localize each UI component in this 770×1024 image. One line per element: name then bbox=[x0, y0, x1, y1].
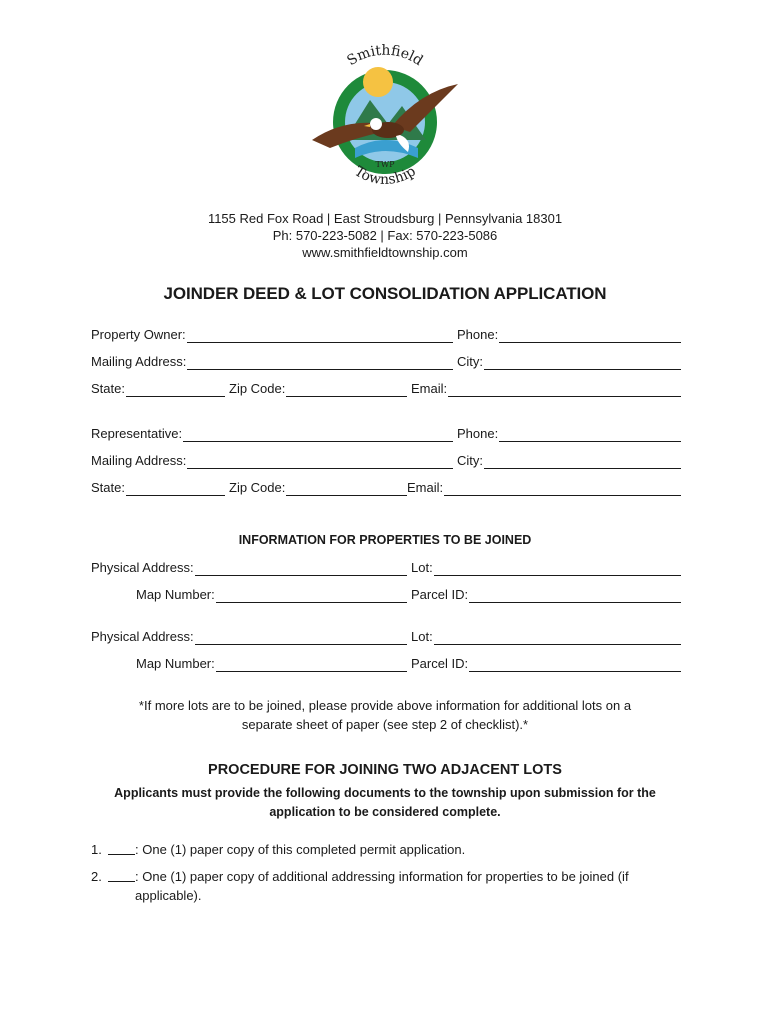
owner-city-line[interactable] bbox=[484, 356, 681, 370]
logo-badge-text: TWP bbox=[375, 160, 395, 169]
procedure-instructions bbox=[0, 784, 770, 822]
owner-mailing-address-label: Mailing Address: bbox=[91, 354, 187, 369]
rep-email-line[interactable] bbox=[444, 482, 681, 496]
rep-state-label: State: bbox=[91, 480, 125, 495]
owner-mailing-address-line[interactable] bbox=[187, 356, 453, 370]
property2-physical-address-line[interactable] bbox=[195, 631, 407, 645]
owner-zip-field[interactable] bbox=[229, 379, 407, 397]
step-2-text: : One (1) paper copy of additional addressing information for properties to be joined (if bbox=[135, 869, 629, 884]
property1-map-number-field[interactable] bbox=[136, 585, 407, 603]
owner-zip-line[interactable] bbox=[286, 383, 407, 397]
property1-lot-label: Lot: bbox=[411, 560, 433, 575]
owner-email-field[interactable] bbox=[411, 379, 681, 397]
property1-row-2 bbox=[91, 585, 681, 603]
owner-state-field[interactable] bbox=[91, 379, 225, 397]
rep-state-field[interactable] bbox=[91, 478, 225, 496]
step-1-checkbox-line[interactable] bbox=[108, 840, 135, 855]
property1-parcel-id-line[interactable] bbox=[469, 589, 681, 603]
owner-phone-field[interactable] bbox=[457, 325, 681, 343]
property2-parcel-id-line[interactable] bbox=[469, 658, 681, 672]
property2-lot-label: Lot: bbox=[411, 629, 433, 644]
property2-row-2 bbox=[91, 654, 681, 672]
property1-lot-field[interactable] bbox=[411, 558, 681, 576]
property2-row-1 bbox=[91, 627, 681, 645]
rep-city-field[interactable] bbox=[457, 451, 681, 469]
property1-physical-address-field[interactable] bbox=[91, 558, 407, 576]
note-line-2: separate sheet of paper (see step 2 of checklist).* bbox=[241, 717, 529, 732]
step-2-number: 2. bbox=[91, 869, 102, 884]
step-2-checkbox-line[interactable] bbox=[108, 867, 135, 882]
owner-email-label: Email: bbox=[411, 381, 448, 396]
rep-mailing-address-label: Mailing Address: bbox=[91, 453, 187, 468]
property2-map-number-line[interactable] bbox=[216, 658, 407, 672]
property2-parcel-id-label: Parcel ID: bbox=[411, 656, 469, 671]
owner-city-field[interactable] bbox=[457, 352, 681, 370]
rep-state-line[interactable] bbox=[126, 482, 225, 496]
logo-bottom-text: Township bbox=[351, 163, 419, 188]
procedure-sub-line-1: Applicants must provide the following documents to the township upon submission for the bbox=[114, 786, 656, 800]
rep-row-1 bbox=[91, 424, 681, 442]
owner-city-label: City: bbox=[457, 354, 483, 369]
property1-row-1 bbox=[91, 558, 681, 576]
owner-row-1 bbox=[91, 325, 681, 343]
rep-zip-label: Zip Code: bbox=[229, 480, 286, 495]
property1-lot-line[interactable] bbox=[434, 562, 681, 576]
owner-zip-label: Zip Code: bbox=[229, 381, 286, 396]
property1-map-number-line[interactable] bbox=[216, 589, 407, 603]
rep-email-field[interactable] bbox=[407, 478, 681, 496]
properties-section-title: INFORMATION FOR PROPERTIES TO BE JOINED bbox=[238, 533, 532, 547]
checklist-step-1 bbox=[91, 840, 691, 860]
property2-lot-line[interactable] bbox=[434, 631, 681, 645]
property1-physical-address-line[interactable] bbox=[195, 562, 407, 576]
checklist-step-2 bbox=[91, 867, 691, 907]
rep-city-label: City: bbox=[457, 453, 483, 468]
property-owner-label: Property Owner: bbox=[91, 327, 186, 342]
owner-state-label: State: bbox=[91, 381, 125, 396]
representative-line[interactable] bbox=[183, 428, 453, 442]
rep-phone-label: Phone: bbox=[457, 426, 499, 441]
rep-mailing-address-line[interactable] bbox=[187, 455, 453, 469]
rep-row-3 bbox=[91, 478, 681, 496]
step-2-text-continued: applicable). bbox=[135, 888, 202, 903]
address-line: 1155 Red Fox Road | East Stroudsburg | Pennsylvania 18301 bbox=[207, 211, 563, 226]
logo-top-text: Smithfield bbox=[344, 42, 426, 70]
property2-parcel-id-field[interactable] bbox=[411, 654, 681, 672]
page-title: JOINDER DEED & LOT CONSOLIDATION APPLICATION bbox=[163, 284, 607, 303]
township-logo bbox=[300, 40, 470, 200]
additional-lots-note bbox=[0, 696, 770, 734]
phone-fax-line: Ph: 570-223-5082 | Fax: 570-223-5086 bbox=[272, 228, 498, 243]
rep-mailing-address-field[interactable] bbox=[91, 451, 453, 469]
property1-parcel-id-field[interactable] bbox=[411, 585, 681, 603]
owner-row-2 bbox=[91, 352, 681, 370]
property1-parcel-id-label: Parcel ID: bbox=[411, 587, 469, 602]
website-link[interactable]: www.smithfieldtownship.com bbox=[302, 245, 468, 260]
procedure-title: PROCEDURE FOR JOINING TWO ADJACENT LOTS bbox=[208, 762, 562, 778]
rep-zip-line[interactable] bbox=[286, 482, 407, 496]
property2-map-number-field[interactable] bbox=[136, 654, 407, 672]
procedure-sub-line-2: application to be considered complete. bbox=[269, 805, 501, 819]
step-1-number: 1. bbox=[91, 842, 102, 857]
property2-physical-address-label: Physical Address: bbox=[91, 629, 194, 644]
property1-map-number-label: Map Number: bbox=[136, 587, 215, 602]
owner-phone-line[interactable] bbox=[499, 329, 681, 343]
rep-email-label: Email: bbox=[407, 480, 444, 495]
logo-sun bbox=[363, 67, 393, 97]
owner-row-3 bbox=[91, 379, 681, 397]
note-line-1: *If more lots are to be joined, please provide above information for additional lots on a bbox=[138, 698, 632, 713]
rep-phone-field[interactable] bbox=[457, 424, 681, 442]
property2-physical-address-field[interactable] bbox=[91, 627, 407, 645]
step-1-text: : One (1) paper copy of this completed permit application. bbox=[135, 842, 466, 857]
owner-mailing-address-field[interactable] bbox=[91, 352, 453, 370]
property-owner-line[interactable] bbox=[187, 329, 453, 343]
property2-map-number-label: Map Number: bbox=[136, 656, 215, 671]
representative-field[interactable] bbox=[91, 424, 453, 442]
rep-city-line[interactable] bbox=[484, 455, 681, 469]
property1-physical-address-label: Physical Address: bbox=[91, 560, 194, 575]
township-contact-block bbox=[0, 210, 770, 261]
rep-phone-line[interactable] bbox=[499, 428, 681, 442]
owner-phone-label: Phone: bbox=[457, 327, 499, 342]
property-owner-field[interactable] bbox=[91, 325, 453, 343]
rep-row-2 bbox=[91, 451, 681, 469]
representative-label: Representative: bbox=[91, 426, 183, 441]
rep-zip-field[interactable] bbox=[229, 478, 407, 496]
property2-lot-field[interactable] bbox=[411, 627, 681, 645]
owner-state-line[interactable] bbox=[126, 383, 225, 397]
owner-email-line[interactable] bbox=[448, 383, 681, 397]
